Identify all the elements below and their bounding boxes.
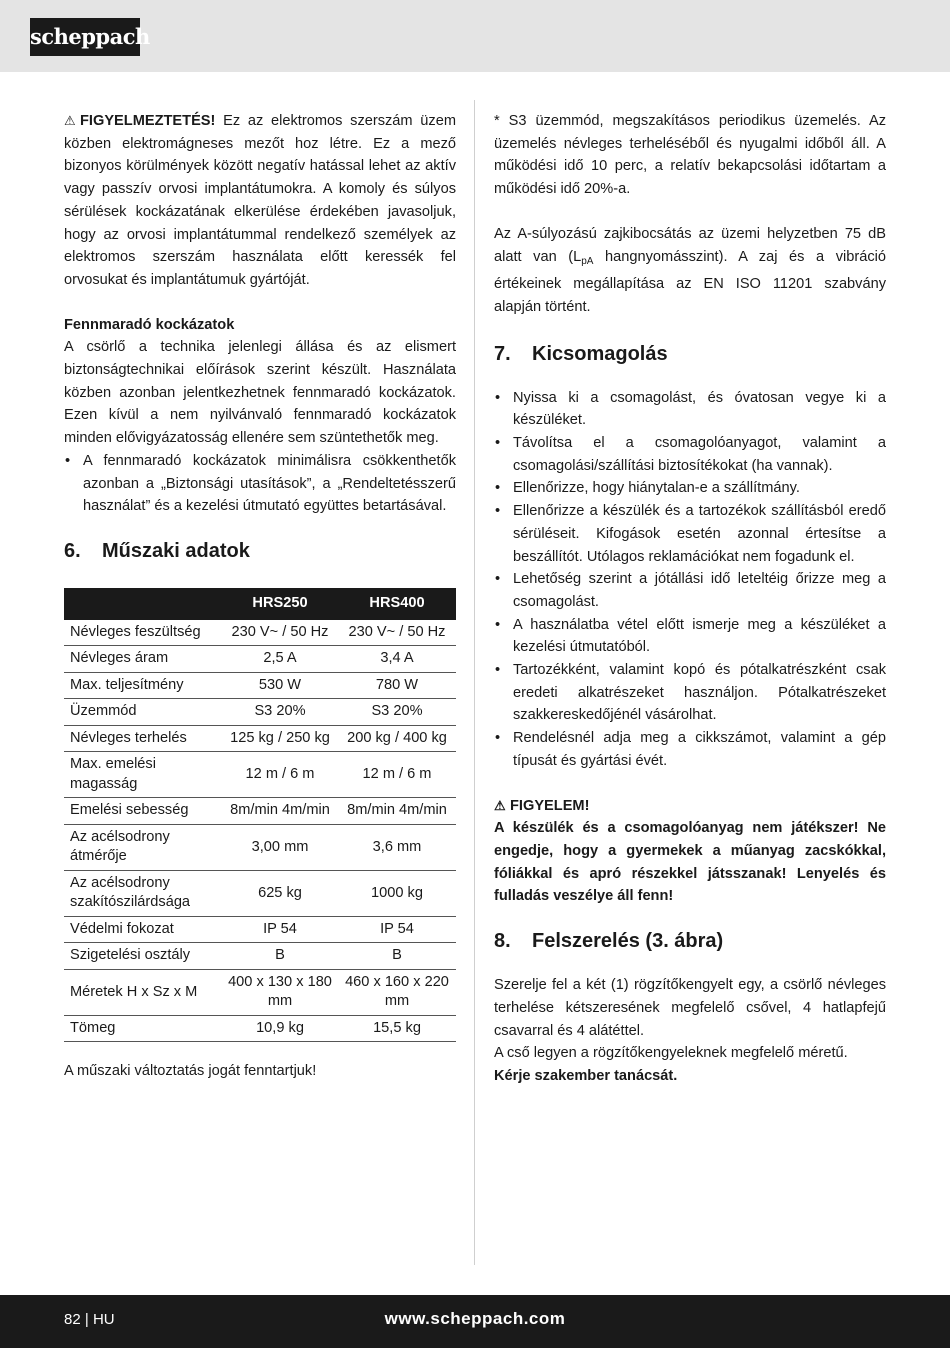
warning-triangle-icon: ⚠	[494, 797, 506, 813]
table-cell: 530 W	[222, 672, 338, 699]
table-cell: 3,00 mm	[222, 824, 338, 870]
table-header-cell: HRS400	[338, 588, 456, 620]
table-cell: Méretek H x Sz x M	[64, 969, 222, 1015]
warning-triangle-icon: ⚠	[64, 113, 76, 128]
table-cell: Tömeg	[64, 1015, 222, 1042]
unpack-list	[494, 387, 886, 773]
residual-list	[64, 450, 456, 518]
table-row	[64, 798, 456, 825]
table-header-cell: HRS250	[222, 588, 338, 620]
table-cell: B	[222, 943, 338, 970]
attention-label-line: ⚠ FIGYELEM!	[494, 795, 886, 818]
table-row	[64, 725, 456, 752]
table-row	[64, 752, 456, 798]
table-cell: 125 kg / 250 kg	[222, 725, 338, 752]
table-cell: 12 m / 6 m	[222, 752, 338, 798]
table-cell: Az acélsodrony szakítószilárdsága	[64, 870, 222, 916]
table-row	[64, 870, 456, 916]
section-7-heading: 7. Kicsomagolás	[494, 342, 668, 365]
table-cell: Emelési sebesség	[64, 798, 222, 825]
list-item: • Nyissa ki a csomagolást, és óvatosan vegye ki a készüléket.	[494, 387, 886, 432]
table-cell: 460 x 160 x 220 mm	[338, 969, 456, 1015]
table-cell: 10,9 kg	[222, 1015, 338, 1042]
table-cell: Az acélsodrony átmérője	[64, 824, 222, 870]
table-cell: S3 20%	[338, 699, 456, 726]
mount-paragraph: Szerelje fel a két (1) rögzítőkengyelt egy, a csörlő névleges terhelése kétszeresének megfelelő csővel, 4 hatlapfejű csavarral és 4 alátéttel.	[494, 977, 886, 1039]
page-number: 82 | HU	[64, 1311, 115, 1328]
table-cell: 200 kg / 400 kg	[338, 725, 456, 752]
table-cell: 230 V~ / 50 Hz	[338, 620, 456, 646]
table-header-cell	[64, 588, 222, 620]
table-cell: IP 54	[222, 916, 338, 943]
table-row	[64, 699, 456, 726]
list-item: • Tartozékként, valamint kopó és pótalkatrészként csak eredeti alkatrészeket használjon. Pótalkatrészeket szakkereskedőjénél vásárolhat.	[494, 659, 886, 727]
list-item: • Rendelésnél adja meg a cikkszámot, valamint a gép típusát és gyártási évét.	[494, 727, 886, 772]
website-url: www.scheppach.com	[384, 1309, 566, 1328]
warning-paragraph	[64, 110, 456, 292]
table-cell: Max. teljesítmény	[64, 672, 222, 699]
table-cell: Üzemmód	[64, 699, 222, 726]
section-6-heading: 6. Műszaki adatok	[64, 539, 250, 562]
table-cell: 400 x 130 x 180 mm	[222, 969, 338, 1015]
footnote: A műszaki változtatás jogát fenntartjuk!	[64, 1063, 317, 1080]
residual-heading: Fennmaradó kockázatok	[64, 316, 235, 333]
mount-advice: Kérje szakember tanácsát.	[494, 1067, 678, 1084]
table-cell: 3,6 mm	[338, 824, 456, 870]
right-column	[494, 110, 886, 1088]
noise-paragraph: Az A-súlyozású zajkibocsátás az üzemi helyzetben 75 dB alatt van ($L_{pA}$ hangnyomásszint). A zaj és a vibráció értékeinek megállapítása az EN ISO 11201 szabvány alapján történt.	[494, 225, 886, 315]
list-item: • Távolítsa el a csomagolóanyagot, valamint a csomagolási/szállítási biztosítékokat (ha vannak).	[494, 432, 886, 477]
table-cell: Max. emelési magasság	[64, 752, 222, 798]
list-item: • A fennmaradó kockázatok minimálisra csökkenthetők azonban a „Biztonsági utasítások”, a „Rendeltetésszerű használat” és a kezelési útmutató együttes betartásával.	[64, 450, 456, 518]
section-8-heading: 8. Felszerelés (3. ábra)	[494, 930, 724, 953]
table-row	[64, 916, 456, 943]
table-row	[64, 943, 456, 970]
table-cell: 230 V~ / 50 Hz	[222, 620, 338, 646]
table-cell: IP 54	[338, 916, 456, 943]
table-cell: S3 20%	[222, 699, 338, 726]
specs-table-body	[64, 620, 456, 1042]
residual-text: A csörlő a technika jelenlegi állása és az elismert biztonságtechnikai előírások szerint készült. Használata közben azonban jelentkezhetnek fennmaradó kockázatok. Ezen kívül a nem nyilvánvaló fennmaradó kockázatok minden elővigyázatosság ellenére sem szüntethetők meg.	[64, 339, 456, 447]
table-cell: Névleges terhelés	[64, 725, 222, 752]
list-item: • Ellenőrizze a készülék és a tartozékok szállításból eredő sérüléseit. Kifogások esetén azonnal értesítse a beszállítót. Utólagos reklamációkat nem fogadunk el.	[494, 500, 886, 568]
table-cell: B	[338, 943, 456, 970]
list-item: • Lehetőség szerint a jótállási idő leteltéig őrizze meg a csomagolást.	[494, 568, 886, 613]
attention-text: A készülék és a csomagolóanyag nem játékszer! Ne engedje, hogy a gyermekek a műanyag zacskókkal, fóliákkal és apró részekkel játsszanak! Lenyelés és fulladás veszélye áll fenn!	[494, 820, 886, 905]
table-cell: 8m/min 4m/min	[222, 798, 338, 825]
warning-text: Ez az elektromos szerszám üzem közben elektromágneses mezőt hoz létre. Ez a mező bizonyos körülmények között negatív hatással lehet az aktív vagy passzív orvosi implantátumokra. A komoly és súlyos sérülések kockázatának elkerülése érdekében javasoljuk, hogy az orvosi implantátummal rendelkező személyek az elektromos szerszám használata előtt keressék fel orvosukat és implantátumuk gyártóját.	[64, 113, 456, 288]
table-cell: 2,5 A	[222, 646, 338, 673]
table-cell: Szigetelési osztály	[64, 943, 222, 970]
list-item: • Ellenőrizze, hogy hiánytalan-e a szállítmány.	[494, 477, 886, 500]
table-cell: 780 W	[338, 672, 456, 699]
table-cell: 3,4 A	[338, 646, 456, 673]
table-row	[64, 969, 456, 1015]
s3-paragraph: * S3 üzemmód, megszakításos periodikus üzemelés. Az üzemelés névleges terheléséből és nyugalmi időből áll. A működési idő 10 perc, a relatív bekapcsolási időtartam a működési idő 20%-a.	[494, 113, 886, 198]
table-row	[64, 1015, 456, 1042]
table-cell: 1000 kg	[338, 870, 456, 916]
table-cell: 625 kg	[222, 870, 338, 916]
footer-bar	[0, 1295, 950, 1348]
list-item: • A használatba vétel előtt ismerje meg a készüléket a kezelési útmutatóból.	[494, 614, 886, 659]
specs-table	[64, 588, 456, 1043]
table-cell: 8m/min 4m/min	[338, 798, 456, 825]
table-header-row	[64, 588, 456, 620]
table-row	[64, 672, 456, 699]
warning-label: FIGYELMEZTETÉS!	[80, 113, 216, 129]
scheppach-logo: scheppach	[30, 18, 140, 56]
column-divider	[474, 100, 475, 1265]
table-cell: Névleges feszültség	[64, 620, 222, 646]
table-cell: 12 m / 6 m	[338, 752, 456, 798]
table-row	[64, 824, 456, 870]
table-cell: Védelmi fokozat	[64, 916, 222, 943]
table-row	[64, 620, 456, 646]
header-bar	[0, 0, 950, 72]
table-cell: 15,5 kg	[338, 1015, 456, 1042]
mount-paragraph-2: A cső legyen a rögzítőkengyeleknek megfelelő méretű.	[494, 1045, 848, 1062]
table-row	[64, 646, 456, 673]
left-column	[64, 110, 456, 1083]
table-cell: Névleges áram	[64, 646, 222, 673]
